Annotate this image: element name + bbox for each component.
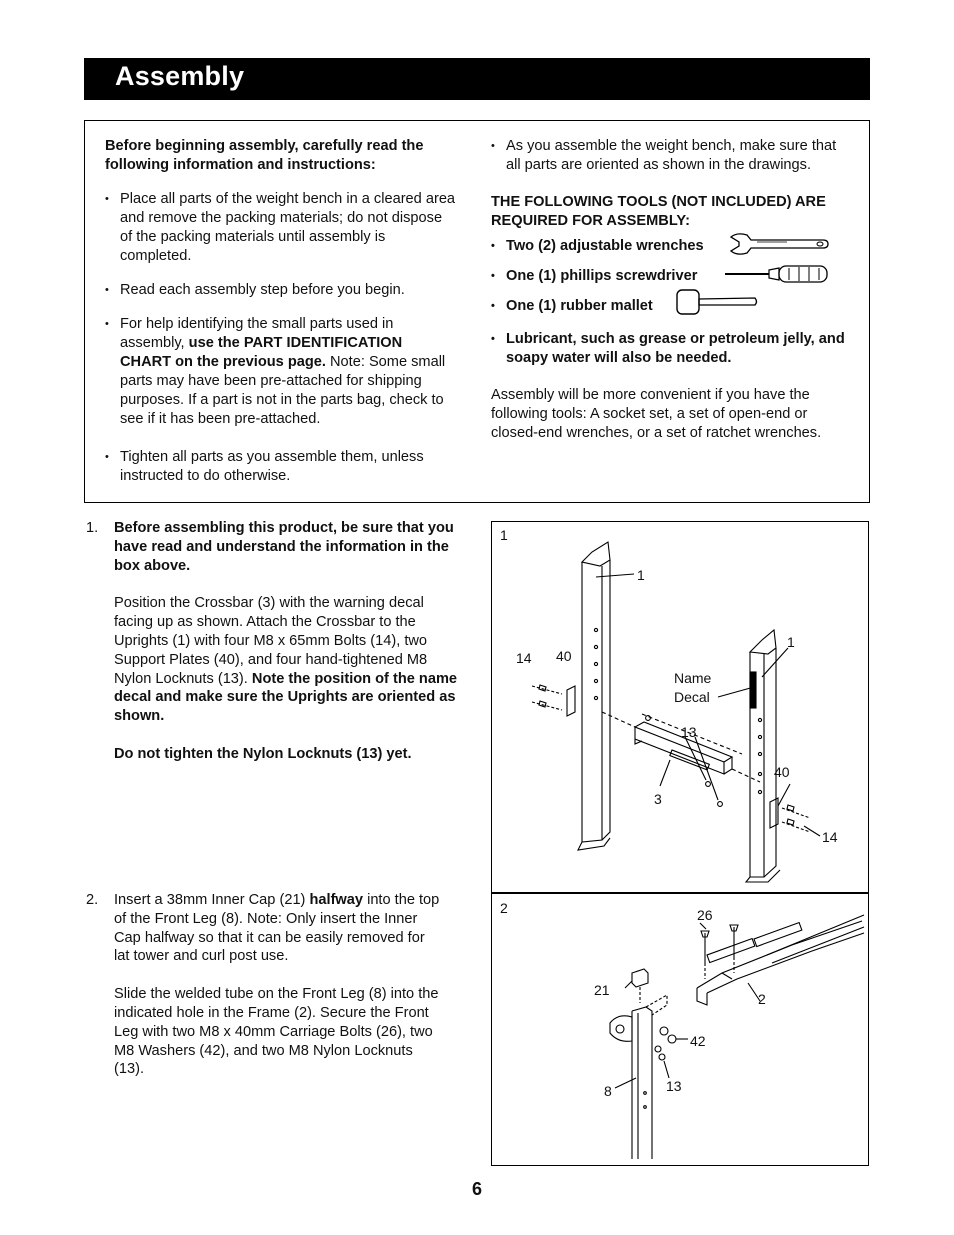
step-1-body (114, 519, 466, 764)
step-1-warning: Do not tighten the Nylon Locknuts (13) yet. (114, 745, 412, 762)
label-carriage-bolts: 26 (697, 907, 713, 923)
label-upright-a: 1 (637, 567, 645, 583)
figure-2-drawing (492, 893, 868, 1165)
bullet-tighten: • Tighten all parts as you assemble them, unless instructed to do otherwise. (105, 448, 457, 486)
step-1-intro: Before assembling this product, be sure that you have read and understand the information in the box above. (114, 520, 454, 574)
lubricant-note: • Lubricant, such as grease or petroleum jelly, and soapy water will also be needed. (491, 330, 851, 368)
label-locknuts: 13 (666, 1078, 682, 1094)
convenient-tools-note: Assembly will be more convenient if you have the following tools: A socket set, a set of open-end or closed-end wrenches, or a set of ratchet wrenches. (491, 387, 822, 441)
tool-mallet (491, 297, 653, 316)
mallet-icon (675, 287, 759, 317)
tool-wrench (491, 237, 704, 256)
bullet-read-steps: • Read each assembly step before you begin. (105, 281, 457, 300)
screwdriver-icon (723, 263, 831, 285)
info-left-column (105, 137, 457, 486)
tool-mallet-label: One (1) rubber mallet (506, 298, 653, 314)
bullet-part-chart-text: For help identifying the small parts used in assembly, (120, 316, 394, 351)
label-plate-right: 40 (774, 764, 790, 780)
label-upright-b: 1 (787, 634, 795, 650)
tools-heading: THE FOLLOWING TOOLS (NOT INCLUDED) ARE REQUIRED FOR ASSEMBLY: (491, 194, 826, 229)
step-2 (86, 891, 466, 1079)
step-2-body (114, 891, 442, 1079)
page-title: Assembly (115, 61, 245, 91)
label-crossbar: 3 (654, 791, 662, 807)
step-2-inner-cap-note: into the top of the Front Leg (8). Note: Only insert the Inner Cap halfway so that it can be easily removed for lat tower and curl post use. (114, 892, 440, 965)
step-2-inner-cap-text: Insert a 38mm Inner Cap (21) (114, 892, 310, 908)
info-right-column (491, 137, 851, 443)
tool-screwdriver (491, 267, 697, 286)
bullet-orientation: • As you assemble the weight bench, make sure that all parts are oriented as shown in the drawings. (491, 137, 851, 175)
step-1-decal-note: Note the position of the name decal and make sure the Uprights are oriented as shown. (114, 670, 458, 725)
label-plate-left: 40 (556, 648, 572, 664)
label-name-decal-2: Decal (674, 689, 710, 705)
step-1-instructions (114, 594, 466, 726)
figure-number: 1 (500, 527, 508, 543)
step-2-front-leg: Slide the welded tube on the Front Leg (8) into the indicated hole in the Frame (2). Secure the Front Leg with two M8 x 40mm Carriage Bolts (26), two M8 Washers (42), and two M8 Nylon Locknuts (13). (114, 986, 439, 1078)
figure-2 (491, 892, 869, 1166)
step-2-inner-cap (114, 891, 442, 966)
step-2-halfway: halfway (309, 892, 364, 908)
page-number: 6 (471, 1179, 482, 1199)
label-washers: 42 (690, 1033, 706, 1049)
label-frame: 2 (758, 991, 766, 1007)
header-banner (84, 58, 870, 100)
bullet-part-chart-bold: use the PART IDENTIFICATION CHART on the previous page. (120, 335, 403, 370)
label-bolt-right: 14 (822, 829, 838, 845)
tool-screwdriver-label: One (1) phillips screwdriver (506, 268, 698, 284)
label-inner-cap: 21 (594, 982, 610, 998)
label-nuts: 13 (681, 724, 697, 740)
bullet-part-chart (105, 315, 457, 429)
step-number: 1. (86, 520, 99, 536)
step-1-instructions-text: Position the Crossbar (3) with the warning decal facing up as shown. Attach the Crossbar to the Uprights (1) with four M8 x 65mm Bolts (14), two Support Plates (40), and four hand-tightened M8 Nylon Locknuts (13). (114, 595, 428, 687)
info-intro: Before beginning assembly, carefully read the following information and instructions: (105, 138, 424, 173)
label-bolt-left: 14 (516, 650, 532, 666)
figure-1 (491, 521, 869, 894)
step-1 (86, 519, 466, 764)
figure-number: 2 (500, 900, 508, 916)
label-name-decal-1: Name (674, 670, 712, 686)
label-front-leg: 8 (604, 1083, 612, 1099)
bullet-part-chart-note: Note: Some small parts may have been pre-attached for shipping purposes. If a part is not in the parts bag, check to see if it has been pre-attached. (120, 354, 446, 427)
figure-1-drawing (492, 522, 868, 893)
wrench-icon (727, 231, 831, 257)
step-number: 2. (86, 892, 99, 908)
bullet-cleared-area: • Place all parts of the weight bench in a cleared area and remove the packing materials; do not dispose of the packing materials until assembly is completed. (105, 190, 457, 266)
tool-wrench-label: Two (2) adjustable wrenches (506, 238, 704, 254)
info-box (84, 120, 870, 503)
tools-list (491, 231, 851, 326)
